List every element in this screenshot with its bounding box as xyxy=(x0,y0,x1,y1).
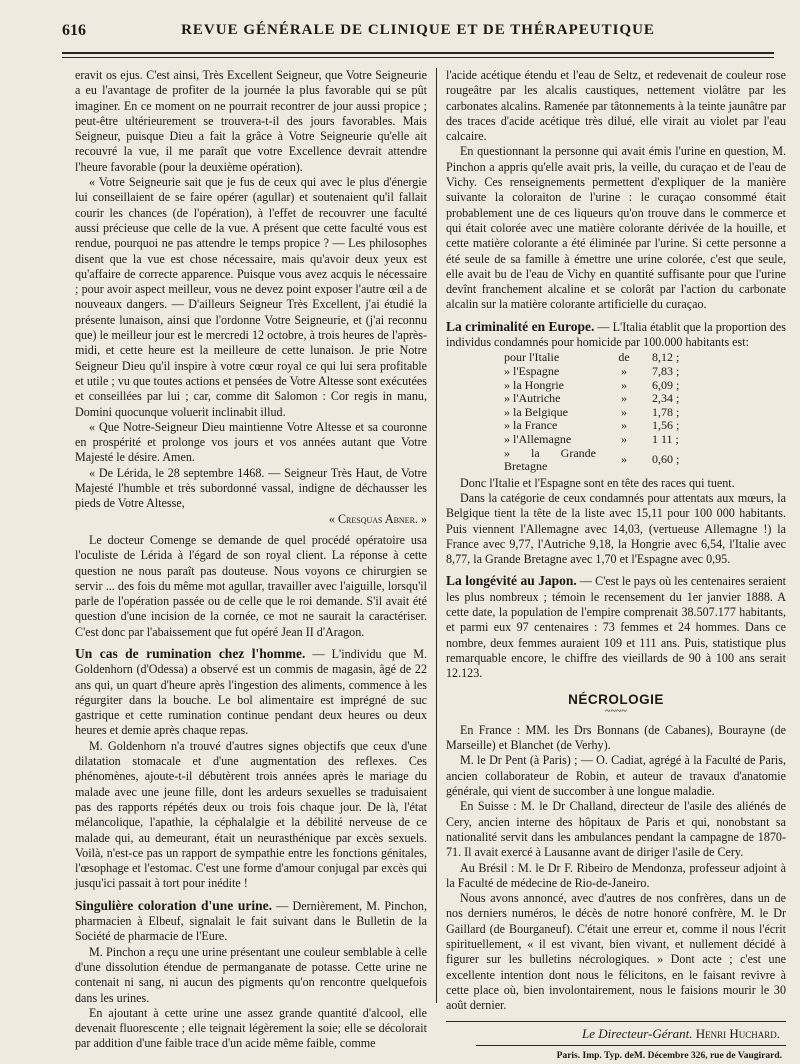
section-intro: — Dernièrement, M. Pinchon, pharmacien à Elbeuf, signalait le fait suivant dans le Bulletin de la Société de pharmacie de l'Eure. xyxy=(75,898,427,944)
filler-cell: » xyxy=(621,391,627,406)
running-title: REVUE GÉNÉRALE DE CLINIQUE ET DE THÉRAPEUTIQUE xyxy=(181,22,655,38)
paragraph: En questionnant la personne qui avait émis l'urine en question, M. Pinchon a appris qu'elle avait pris, la veille, du curaçao et de l'eau de Vichy. Ces renseignements permettent d'expliquer de la manière suivante la coloraiton de l'urine : le curaçao consommé était probablement une de ces liqueurs qu'on trouve dans le commerce et qui était colorée avec une matière colorante dérivée de la houille, et cette matière colorante a été éliminée par l'urine. Si cette personne a été seule de sa famille à émettre une urine colorée, c'est que seule, elle avait bu de l'eau de Vichy en quantité suffisante pour que l'urine devînt franchement alcaline et se colorât par l'action du carbonate alcalin sur la matière colorante artificielle du curaçao. xyxy=(446,144,786,312)
page-number: 616 xyxy=(62,22,86,39)
filler-cell: » xyxy=(621,377,627,392)
table-row xyxy=(504,392,712,406)
director-name: Henri Huchard. xyxy=(695,1026,780,1042)
table-row xyxy=(504,379,712,393)
country-cell: » l'Autriche xyxy=(504,391,561,406)
paragraph: Donc l'Italie et l'Espagne sont en tête des races qui tuent. xyxy=(460,475,735,490)
section-title: Un cas de rumination chez l'homme. xyxy=(75,645,306,661)
filler-cell: » xyxy=(621,452,627,467)
section-title: La longévité au Japon. xyxy=(446,573,577,589)
header-rule-thin xyxy=(62,57,774,58)
paragraph: Nous avons annoncé, avec d'autres de nos confrères, dans un de nos derniers numéros, le décès de notre honoré confrère, M. le Dr Gaillard (de Bourganeuf). C'était une erreur et, comme il nous l'écrit spirituellement, « il est vivant, bien vivant, et nullement décidé à figurer sur les bulletins nécrologiques. » Dont acte ; c'est une excellente intention dont nous le félicitons, en le faisant revivre à cette place où, bien involontairement, nous le faisions mourir le 30 août dernier. xyxy=(446,891,786,1013)
homicide-table xyxy=(504,351,712,473)
country-cell: » la Hongrie xyxy=(504,377,564,392)
section-title: La criminalité en Europe. xyxy=(446,318,595,334)
country-cell: » l'Espagne xyxy=(504,363,560,378)
table-row xyxy=(504,419,712,433)
value-cell: 1,56 ; xyxy=(652,418,680,433)
section-criminality xyxy=(446,319,786,351)
table-row xyxy=(504,351,712,365)
section-urine xyxy=(75,898,427,945)
director-rule xyxy=(446,1021,786,1022)
section-intro: — L'individu que M. Goldenhorn (d'Odessa) a observé est un commis de magasin, âgé de 22 ans qui, un quart d'heure après l'ingestion des aliments, commence à les régurgiter dans la bouche. Le bol alimentaire est imprégné de suc gastrique et cette rumination continue pendant deux heures ou deux heures et demie après chaque repas. xyxy=(75,646,427,738)
necrology-title: NÉCROLOGIE xyxy=(568,691,664,707)
paragraph: M. Pinchon a reçu une urine présentant une couleur semblable à celle d'une dissolution étendue de permanganate de potasse. Cette urine ne contenait ni sang, ni aucun des pigments qu'on rencontre quelquefois dans les urines. xyxy=(75,944,427,1005)
necrology-flourish: ~~~~ xyxy=(605,705,627,717)
country-cell: pour l'Italie xyxy=(504,350,560,365)
filler-cell: » xyxy=(621,404,627,419)
section-intro: — L'Italia établit que la proportion des individus condamnés pour homicide par 100.000 habitants est: xyxy=(446,319,786,350)
section-title: Singulière coloration d'une urine. xyxy=(75,897,272,913)
country-cell: » la Belgique xyxy=(504,404,568,419)
paragraph: l'acide acétique étendu et l'eau de Seltz, et redevenait de couleur rose rougeâtre par les alcalis caustiques, nettement violâtre par les carbonates alcalins. Ramenée par tâtonnements à la teinte jaunâtre par des traces d'acide acétique très dilué, elle virait au violet par l'eau calcaire. xyxy=(446,68,786,144)
value-cell: 6,09 ; xyxy=(652,377,680,392)
table-row xyxy=(504,365,712,379)
value-cell: 2,34 ; xyxy=(652,391,680,406)
table-row xyxy=(504,406,712,420)
director-signature xyxy=(446,1026,780,1041)
paragraph: En ajoutant à cette urine une assez grande quantité d'alcool, elle devenait fluorescente ; elle teignait légèrement la soie; elle se décolorait par addition d'une faible trace d'un acide même faible, comme xyxy=(75,1005,427,1051)
paragraph: M. Goldenhorn n'a trouvé d'autres signes objectifs que ceux d'une dilatation stomacale et d'une augmentation des reflexes. Ces phénomènes, ajoute-t-il débutèrent trois années après le mariage du malade avec une jeune fille, dont les ardeurs sexuelles se traduisaient pas des rapports répétés deux ou trois fois chaque jour. De là, l'état mélancolique, l'apathie, la céphalalgie et la débilité nerveuse de ce malade qui, au demeurant, était un neurasthénique par excès sexuels. Voilà, n'est-ce pas un rapport de sympathie entre les fonctions génitales, l'œsophage et l'estomac. C'est une forme d'amour conjugal par excès qui jusqu'ici passait à tort pour inédite ! xyxy=(75,738,427,891)
letter-signature: « Cresquas Abner. » xyxy=(328,511,427,526)
filler-cell: » xyxy=(621,418,627,433)
country-cell: » la France xyxy=(504,418,558,433)
filler-cell: » xyxy=(621,363,627,378)
paragraph: eravit os ejus. C'est ainsi, Très Excellent Seigneur, que Votre Seigneurie a eu l'avantage de profiter de la journée la plus favorable qui se pût imaginer. En ce moment on ne pourrait recontrer de jour aussi propice ; peut-être ultérieurement se trouvera-t-il des jours favorables. Mais Seigneur, puisque Dieu a fait la grâce à Votre Seigneurie qu'elle ait recouvré la vue, il me paraît que votre Excellence devrait attendre l'heure favorable (pour la deuxième opération). xyxy=(75,68,427,174)
printer-rule xyxy=(476,1045,786,1046)
left-column xyxy=(75,68,427,1052)
paragraph: « Que Notre-Seigneur Dieu maintienne Votre Altesse et sa couronne en prospérité et prolonge vos jours et vos années autant que Votre Majesté le désire. Amen. xyxy=(75,419,427,465)
paragraph: Au Brésil : M. le Dr F. Ribeiro de Mendonza, professeur adjoint à la Faculté de médecine de Rio-de-Janeiro. xyxy=(446,860,786,890)
paragraph: « De Lérida, le 28 septembre 1468. — Seigneur Très Haut, de Votre Majesté l'humble et très subordonné vassal, indigne de déchausser les pieds de Votre Altesse, xyxy=(75,465,427,511)
section-longevity xyxy=(446,573,786,681)
value-cell: 7,83 ; xyxy=(652,363,680,378)
paragraph: M. le Dr Pent (à Paris) ; — O. Cadiat, agrégé à la Faculté de Paris, ancien collaborateur de Robin, et auteur de travaux d'anatomie générale, qui vient de succomber à une longue maladie. xyxy=(446,753,786,799)
filler-cell: de xyxy=(618,350,630,365)
director-label: Le Directeur-Gérant. xyxy=(582,1026,693,1042)
table-row xyxy=(504,433,712,447)
paragraph: Dans la catégorie de ceux condamnés pour attentats aux mœurs, la Belgique tient la tête de la liste avec 15,11 pour 100 000 habitants. Puis viennent l'Allemagne avec 14,03, (vertueuse Allemagne !) la France avec 9,77, l'Autriche 9,18, la Hongrie avec 6,54, l'Italie avec 8,77, la Grande Bretagne avec 1,70 et l'Espagne avec 0,95. xyxy=(446,490,786,567)
header-rule xyxy=(62,52,774,54)
value-cell: 1 11 ; xyxy=(652,431,679,446)
paragraph: En Suisse : M. le Dr Challand, directeur de l'asile des aliénés de Cery, ancien interne des hôpitaux de Paris et qui, nonobstant sa nationalité servit dans les ambulances pendant la campagne de 1870-71. Il avait exercé à Lausanne avant de diriger l'asile de Cery. xyxy=(446,799,786,860)
paragraph: Le docteur Comenge se demande de quel procédé opératoire usa l'oculiste de Lérida à l'égard de son royal client. La réponse à cette question ne nous paraît pas douteuse. Nous voyons ce chirurgien se servir ... des fois du même mot agullar, travailler avec l'aiguille, lorsqu'il parle de l'opération passée ou de celle que le roi demande. S'il avait été question d'une incision de la cornée, ce mot ne saurait la caractériser. C'est donc par l'abaissement que fut opéré Jean II d'Aragon. xyxy=(75,532,427,639)
filler-cell: » xyxy=(621,431,627,446)
value-cell: 0,60 ; xyxy=(652,452,680,467)
value-cell: 1,78 ; xyxy=(652,404,680,419)
right-column xyxy=(446,68,786,1064)
paragraph: « Votre Seigneurie sait que je fus de ceux qui avec le plus d'énergie lui conseillaient de se faire opérer (agullar) et soutenaient qu'il fallait courir les chances (de l'opération), à l'effet de recouvrer une faculté aussi précieuse que celle de la vue. A présent que cette faculté vous est rendue, pourquoi ne pas attendre le temps propice ? — Les philosophes disent que la vue est chose nécessaire, mais qu'avoir deux yeux est qu'affaire de correcte apparence. Puisque vous avez acquis le nécessaire ; pour avoir aspect meilleur, vous ne devez point exposer l'autre œil a de nouveaux dangers. — D'ailleurs Seigneur Très Excellent, j'ai étudié la présente lunaison, ainsi que l'ordonne Votre Seigneurie, et (j'ai reconnu que) le meilleur jour est le mercredi 12 octobre, à trois heures de l'après-midi, et cette heure est la meilleure de cette lunaison. Je prie Notre Seigneur Dieu qu'il inspire à votre cœur royal ce qui lui sera profitable et utile ; vu que toutes actions et pensées de Votre Altesse sont exécutées et conseillées par lui ; car, comme dit Salomon : Cor regis in manu, Domini quocunque voluerit inclinabit illud. xyxy=(75,175,427,419)
column-divider xyxy=(436,68,437,1003)
section-intro: — C'est le pays où les centenaires seraient les plus nombreux ; témoin le recensement du 1er janvier 1888. A cette date, la population de l'empire comprenait 38.507.177 habitants, et parmi eux 97 centenaires : 73 femmes et 24 hommes. Dans ce nombre, deux femmes auraient 109 et 111 ans. Puis, statistique plus remarquable encore, le chiffre des vieillards de 90 à 100 ans serait 12.123. xyxy=(446,574,786,681)
country-cell: » l'Allemagne xyxy=(504,431,572,446)
section-rumination xyxy=(75,646,427,739)
table-row xyxy=(504,447,712,474)
paragraph: En France : MM. les Drs Bonnans (de Cabanes), Bourayne (de Marseille) et Blanchet (de Verhy). xyxy=(446,722,786,753)
country-cell: » la Grande Bretagne xyxy=(504,445,596,474)
value-cell: 8,12 ; xyxy=(652,350,680,365)
printer-imprint: Paris. Imp. Typ. deM. Décembre 326, rue de Vaugirard. xyxy=(556,1050,782,1061)
page-header xyxy=(62,10,774,40)
